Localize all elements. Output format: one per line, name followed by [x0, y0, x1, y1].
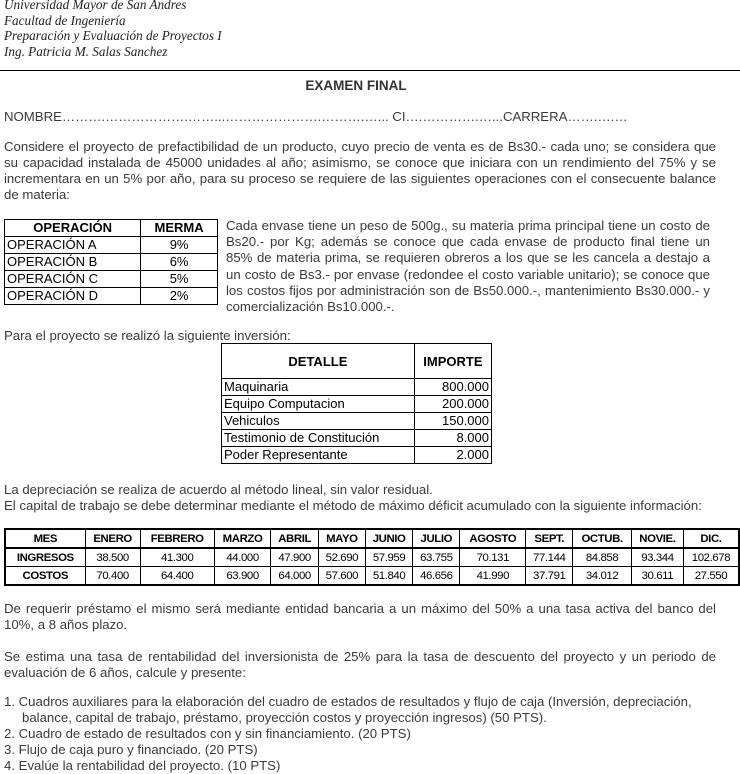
table-row	[222, 430, 492, 447]
table-row	[5, 288, 218, 305]
detail-label: Maquinaria	[222, 379, 415, 396]
table-row-ingresos	[5, 548, 739, 567]
table-row	[222, 396, 492, 413]
column-header-month: AGOSTO	[460, 529, 526, 548]
column-header-detalle: DETALLE	[222, 344, 415, 379]
table-cell: 38.500	[85, 548, 140, 567]
column-header-month: ABRIL	[271, 529, 318, 548]
table-row	[5, 271, 218, 288]
column-header-month: NOVIE.	[631, 529, 683, 548]
instructor-name: Ing. Patricia M. Salas Sanchez	[4, 43, 168, 59]
column-header-month: OCTUB.	[573, 529, 632, 548]
table-cell: 27.550	[683, 567, 739, 586]
merma-value: 5%	[141, 271, 218, 288]
operation-name: OPERACIÓN A	[5, 237, 141, 254]
table-cell: 34.012	[573, 567, 632, 586]
table-cell: 84.858	[573, 548, 632, 567]
detail-label: Poder Representante	[222, 447, 415, 464]
table-row	[5, 237, 218, 254]
question-list	[4, 694, 716, 774]
column-header-mes: MES	[5, 529, 85, 548]
loan-text: De requerir préstamo el mismo será mediante entidad bancaria a un máximo del 50% a una tasa activa del banco del 10%, a 8 años plazo.	[4, 601, 716, 632]
table-cell: 63.755	[413, 548, 460, 567]
question-item: 1. Cuadros auxiliares para la elaboración del cuadro de estados de resultados y flujo de caja (Inversión, depreciación, balance, capital de trabajo, préstamo, proyección costos y proyección ingresos) (50 PTS).	[4, 694, 692, 725]
table-header-row	[5, 529, 739, 548]
detail-label: Equipo Computacion	[222, 396, 415, 413]
table-cell: 47.900	[271, 548, 318, 567]
column-header-importe: IMPORTE	[414, 344, 491, 379]
merma-table	[4, 219, 218, 305]
table-cell: 77.144	[526, 548, 573, 567]
table-header-row	[222, 344, 492, 379]
table-cell: 52.690	[318, 548, 365, 567]
table-cell: 41.300	[140, 548, 214, 567]
operation-name: OPERACIÓN B	[5, 254, 141, 271]
table-cell: 57.600	[318, 567, 365, 586]
table-cell: 63.900	[214, 567, 271, 586]
table-row	[222, 379, 492, 396]
discount-rate-text: Se estima una tasa de rentabilidad del inversionista de 25% para la tasa de descuento del proyecto y un periodo de evaluación de 6 años, calcule y presente:	[4, 649, 716, 680]
row-label: INGRESOS	[5, 548, 85, 567]
column-header-month: SEPT.	[526, 529, 573, 548]
working-capital-text: El capital de trabajo se debe determinar mediante el método de máximo déficit acumulado con la siguiente información:	[4, 498, 702, 513]
operation-name: OPERACIÓN D	[5, 288, 141, 305]
faculty-name: Facultad de Ingeniería	[4, 12, 126, 28]
table-row	[222, 447, 492, 464]
table-row-costos	[5, 567, 739, 586]
table-cell: 30.611	[631, 567, 683, 586]
table-cell: 41.990	[460, 567, 526, 586]
university-name: Universidad Mayor de San Andres	[4, 0, 187, 12]
depreciation-text: La depreciación se realiza de acuerdo al método lineal, sin valor residual.	[4, 482, 433, 497]
table-cell: 64.000	[271, 567, 318, 586]
table-cell: 44.000	[214, 548, 271, 567]
monthly-cashflow-table	[4, 528, 740, 586]
column-header-month: DIC.	[683, 529, 739, 548]
table-cell: 46.656	[413, 567, 460, 586]
header-divider	[0, 70, 740, 71]
amount-value: 150.000	[414, 413, 491, 430]
column-header-merma: MERMA	[141, 220, 218, 237]
row-label: COSTOS	[5, 567, 85, 586]
table-row	[5, 254, 218, 271]
column-header-month: JUNIO	[365, 529, 412, 548]
question-item: 2. Cuadro de estado de resultados con y sin financiamiento. (20 PTS)	[4, 726, 411, 741]
table-cell: 51.840	[365, 567, 412, 586]
question-item: 4. Evalúe la rentabilidad del proyecto. (10 PTS)	[4, 758, 281, 773]
table-cell: 93.344	[631, 548, 683, 567]
costs-paragraph: Cada envase tiene un peso de 500g., su materia prima principal tiene un costo de Bs20.- por Kg; además se conoce que cada envase de producto final tiene un 85% de materia prima, se requieren obreros a los que se les cancela a destajo a un costo de Bs3.- por envase (redondee el costo variable unitario); se conoce que los costos fijos por administración son de Bs50.000.-, mantenimiento Bs30.000.- y comercialización Bs10.000.-.	[226, 218, 710, 315]
table-header-row	[5, 220, 218, 237]
amount-value: 800.000	[414, 379, 491, 396]
amount-value: 2.000	[414, 447, 491, 464]
merma-value: 2%	[141, 288, 218, 305]
column-header-month: ENERO	[85, 529, 140, 548]
merma-value: 9%	[141, 237, 218, 254]
merma-value: 6%	[141, 254, 218, 271]
student-fields-line: NOMBRE……….……………….……...………………….……….…... CI….………….…...CARRERA…….….…	[4, 109, 628, 124]
course-name: Preparación y Evaluación de Proyectos I	[4, 28, 222, 44]
column-header-operacion: OPERACIÓN	[5, 220, 141, 237]
detail-label: Vehiculos	[222, 413, 415, 430]
table-cell: 64.400	[140, 567, 214, 586]
table-cell: 70.131	[460, 548, 526, 567]
exam-title: EXAMEN FINAL	[305, 78, 407, 93]
column-header-month: FEBRERO	[140, 529, 214, 548]
table-cell: 102.678	[683, 548, 739, 567]
table-row	[222, 413, 492, 430]
operation-name: OPERACIÓN C	[5, 271, 141, 288]
intro-paragraph: Considere el proyecto de prefactibilidad de un producto, cuyo precio de venta es de Bs30.- cada uno; se considera que su capacidad instalada de 45000 unidades al año; asimismo, se conoce que iniciara con un rendimiento del 75% y se incrementara en un 5% por año, para su proceso se requiere de las siguientes operaciones con el consecuente balance de materia:	[4, 139, 716, 202]
investment-intro: Para el proyecto se realizó la siguiente inversión:	[4, 328, 291, 343]
detail-label: Testimonio de Constitución	[222, 430, 415, 447]
investment-table	[221, 343, 492, 464]
table-cell: 37.791	[526, 567, 573, 586]
table-cell: 57.959	[365, 548, 412, 567]
amount-value: 200.000	[414, 396, 491, 413]
amount-value: 8.000	[414, 430, 491, 447]
column-header-month: JULIO	[413, 529, 460, 548]
question-item: 3. Flujo de caja puro y financiado. (20 PTS)	[4, 742, 258, 757]
column-header-month: MARZO	[214, 529, 271, 548]
table-cell: 70.400	[85, 567, 140, 586]
column-header-month: MAYO	[318, 529, 365, 548]
course-header	[4, 0, 222, 59]
